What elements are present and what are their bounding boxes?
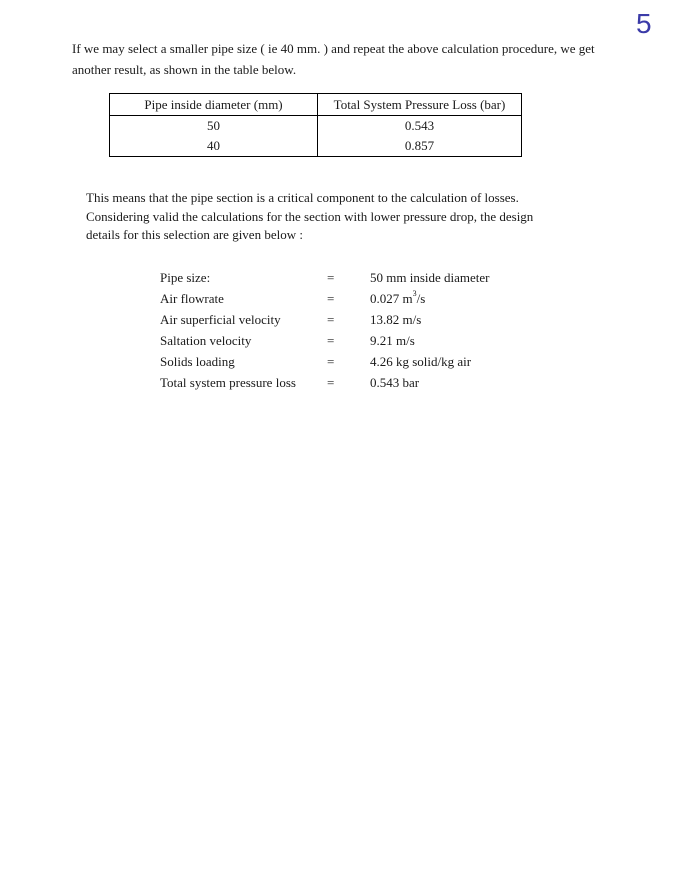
intro-paragraph: If we may select a smaller pipe size ( ie 40 mm. ) and repeat the above calculation procedure, we get another result, as shown in the table below.	[72, 41, 595, 77]
superscript: 3	[412, 288, 417, 298]
detail-value: 9.21 m/s	[370, 332, 415, 348]
detail-label: Total system pressure loss	[160, 374, 296, 390]
equals-sign: =	[327, 353, 335, 369]
equals-sign: =	[327, 290, 335, 306]
page-number: 5	[636, 8, 652, 39]
table-cell: 50	[110, 116, 318, 137]
table-header: Total System Pressure Loss (bar)	[318, 94, 522, 116]
detail-value: 13.82 m/s	[370, 311, 422, 327]
equals-sign: =	[327, 332, 335, 348]
detail-row	[160, 330, 490, 351]
table-cell: 40	[110, 136, 318, 157]
detail-row	[160, 309, 490, 330]
detail-row	[160, 267, 490, 288]
detail-label: Saltation velocity	[160, 332, 252, 348]
table-header: Pipe inside diameter (mm)	[110, 94, 318, 116]
equals-sign: =	[327, 374, 335, 390]
table-header-row	[110, 94, 522, 116]
value-unit: /s	[416, 290, 426, 306]
design-details-list	[160, 267, 490, 393]
detail-row	[160, 372, 490, 393]
detail-label: Air flowrate	[160, 290, 224, 306]
table-cell: 0.543	[318, 116, 522, 137]
pressure-loss-table	[109, 93, 522, 157]
table-row	[110, 136, 522, 157]
detail-value: 0.543 bar	[370, 374, 420, 390]
equals-sign: =	[327, 311, 335, 327]
detail-row	[160, 288, 490, 309]
detail-value	[370, 288, 426, 307]
table-row	[110, 116, 522, 137]
detail-label: Air superficial velocity	[160, 311, 281, 327]
detail-value: 4.26 kg solid/kg air	[370, 353, 472, 369]
detail-row	[160, 351, 490, 372]
detail-label: Pipe size:	[160, 269, 211, 285]
value-number: 0.027 m	[370, 290, 413, 306]
conclusion-paragraph: This means that the pipe section is a critical component to the calculation of losses. Considering valid the calculations for the section with lower pressure drop, the design details for this selection are given below :	[86, 190, 534, 242]
detail-label: Solids loading	[160, 353, 235, 369]
equals-sign: =	[327, 269, 335, 285]
detail-value: 50 mm inside diameter	[370, 269, 490, 285]
table-cell: 0.857	[318, 136, 522, 157]
